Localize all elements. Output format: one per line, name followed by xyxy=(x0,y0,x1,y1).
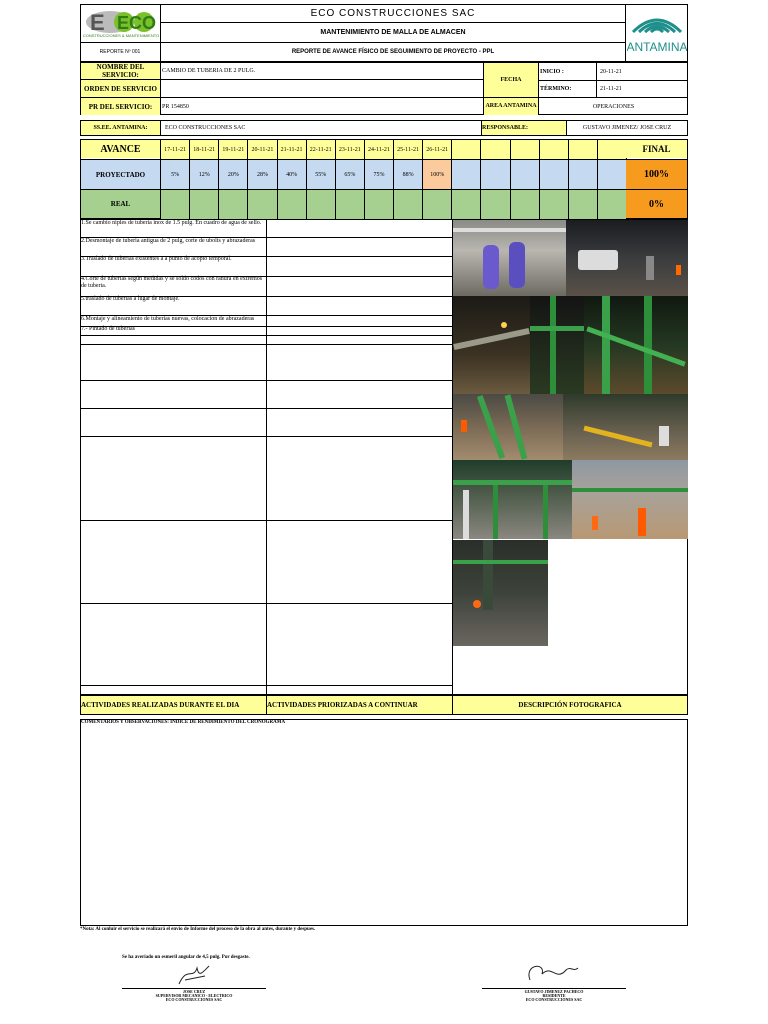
pr-servicio-value: PR 154850 xyxy=(162,103,189,110)
avance-date-cell xyxy=(539,140,568,159)
photo-green-beams xyxy=(584,296,688,394)
proyectado-label: PROYECTADO xyxy=(81,160,160,189)
avance-date-cell: 20-11-21 xyxy=(247,140,276,159)
nombre-servicio-value: CAMBIO DE TUBERIA DE 2 PULG. xyxy=(162,68,256,74)
termino-value: 21-11-21 xyxy=(600,85,622,92)
avance-date-cell: 17-11-21 xyxy=(160,140,189,159)
signature-role-2: RESIDENTE xyxy=(542,993,566,998)
svg-text:ECO: ECO xyxy=(117,13,157,33)
avance-label: AVANCE xyxy=(81,140,160,158)
fecha-label: FECHA xyxy=(484,63,538,97)
footer-note: *Nota: Al conluir el servicio se realizará el envio de Informe del proceso de la obra al antes, durante y despues. xyxy=(80,927,316,932)
termino-label: TÉRMINO: xyxy=(540,85,572,92)
avance-date-cell xyxy=(568,140,597,159)
real-final: 0% xyxy=(626,190,687,218)
proyectado-cell: 20% xyxy=(218,159,247,190)
descripcion-fotografica-label: DESCRIPCIÓN FOTOGRAFICA xyxy=(453,696,687,714)
avance-date-cell xyxy=(597,140,626,159)
real-cell xyxy=(306,190,335,219)
inicio-value: 20-11-21 xyxy=(600,68,622,75)
activity-item: 6.Montaje y alineamiento de tuberias nuevas, colocacion de abrazaderas xyxy=(81,316,255,322)
proyectado-cell xyxy=(451,159,480,190)
avance-date-cell: 25-11-21 xyxy=(393,140,422,159)
real-cell xyxy=(597,190,626,219)
avance-date-cell xyxy=(480,140,509,159)
photo-pipe-rack xyxy=(453,460,572,539)
signature-company-2: ECO CONSTRUCCIONES SAC xyxy=(525,997,583,1002)
proyectado-cell: 55% xyxy=(306,159,335,190)
real-label: REAL xyxy=(81,190,160,218)
photo-workers-pipes xyxy=(453,220,566,296)
antamina-logo xyxy=(627,6,687,60)
proyectado-cell: 5% xyxy=(160,159,189,190)
responsable-label: RESPONSABLE: xyxy=(482,121,566,135)
avance-date-cell: 21-11-21 xyxy=(277,140,306,159)
orden-servicio-label: ORDEN DE SERVICIO xyxy=(81,80,160,97)
proyectado-cell xyxy=(568,159,597,190)
activity-item: 5.traslado de tuberias a lugar de montaje. xyxy=(81,296,180,302)
proyectado-cell xyxy=(480,159,509,190)
real-cell xyxy=(160,190,189,219)
proyectado-cell: 65% xyxy=(335,159,364,190)
signature-role-1: SUPERVISOR MECANICO - ELECTRICO xyxy=(155,993,233,998)
svg-text:E: E xyxy=(90,10,105,35)
proyectado-cell: 75% xyxy=(364,159,393,190)
proyectado-cell: 40% xyxy=(277,159,306,190)
real-cell xyxy=(277,190,306,219)
extra-note: Se ha averiado un esmeril angular de 4,5 pulg. Por desgaste. xyxy=(122,955,250,960)
photo-site-cones xyxy=(572,460,688,539)
real-cell xyxy=(218,190,247,219)
company-title: ECO CONSTRUCCIONES SAC xyxy=(310,7,476,19)
proyectado-final: 100% xyxy=(626,160,687,189)
avance-date-cell: 18-11-21 xyxy=(189,140,218,159)
inicio-label: INICIO : xyxy=(540,68,564,75)
report-number: REPORTE Nº 001 xyxy=(99,49,141,55)
avance-date-cell: 24-11-21 xyxy=(364,140,393,159)
proyectado-cell: 12% xyxy=(189,159,218,190)
real-cell xyxy=(364,190,393,219)
actividades-priorizadas-label: ACTIVIDADES PRIORIZADAS A CONTINUAR xyxy=(267,696,452,714)
real-cell xyxy=(510,190,539,219)
pr-servicio-label: PR DEL SERVICIO: xyxy=(81,98,160,115)
real-cell xyxy=(568,190,597,219)
real-cell xyxy=(480,190,509,219)
avance-date-cell: 19-11-21 xyxy=(218,140,247,159)
real-cell xyxy=(539,190,568,219)
real-cell xyxy=(189,190,218,219)
photo-green-structure xyxy=(530,296,584,394)
proyectado-cell: 88% xyxy=(393,159,422,190)
photo-green-pipes-floor xyxy=(453,394,563,460)
final-label: FINAL xyxy=(626,140,687,158)
comments-label: COMENTARIOS Y OBSERVACIONES: INDICE DE RENDIMIENTO DEL CRONOGRAMA xyxy=(81,720,286,725)
proyectado-cell xyxy=(510,159,539,190)
responsable-value: GUSTAVO JIMENEZ/ JOSE CRUZ xyxy=(582,125,672,131)
real-cell xyxy=(451,190,480,219)
eco-logo-subtitle: CONSTRUCCIONES & MANTENIMIENTO xyxy=(82,33,160,38)
area-value: OPERACIONES xyxy=(592,103,635,110)
signature-gustavo-jimenez xyxy=(522,960,582,988)
activity-item: 2.Desmontaje de tuberia antigua de 2 pulg, corte de ubolts y abrazaderas xyxy=(81,238,256,244)
avance-date-cell xyxy=(510,140,539,159)
real-cell xyxy=(335,190,364,219)
avance-date-cell: 23-11-21 xyxy=(335,140,364,159)
activity-item: 3.Traslado de tuberias existentes a a punto de acopio temporal. xyxy=(81,256,232,262)
photo-workers-yellow-pipes xyxy=(563,394,688,460)
photo-truck-night xyxy=(566,220,688,296)
signature-name-1: JOSE CRUZ xyxy=(182,989,206,994)
report-title: REPORTE DE AVANCE FÍSICO DE SEGUIMIENTO DE PROYECTO - PPL xyxy=(291,49,495,55)
activity-item: 1.Se cambio niples de tuberia inox de 1.5 pulg. En cuadro de agua de sello. xyxy=(81,220,262,226)
signature-name-2: GUSTAVO JIMENEZ PACHECO xyxy=(524,989,584,994)
ssee-label: SS.EE. ANTAMINA: xyxy=(81,121,160,135)
photo-pipe-work-night xyxy=(453,296,530,394)
avance-date-cell: 26-11-21 xyxy=(422,140,451,159)
avance-date-cell xyxy=(451,140,480,159)
real-cell xyxy=(247,190,276,219)
activity-item: 4.Corte de tuberias según medidas y se soldo codos con ranura en extremos de tuberia. xyxy=(81,276,263,289)
svg-text:ANTAMINA: ANTAMINA xyxy=(627,40,687,54)
comments-box xyxy=(80,719,688,926)
proyectado-cell xyxy=(597,159,626,190)
area-label: AREA ANTAMINA xyxy=(484,98,538,115)
avance-date-cell: 22-11-21 xyxy=(306,140,335,159)
real-cell xyxy=(393,190,422,219)
report-subtitle: MANTENIMIENTO DE MALLA DE ALMACEN xyxy=(320,28,466,36)
proyectado-cell xyxy=(539,159,568,190)
proyectado-cell: 100% xyxy=(422,159,451,190)
ssee-value: ECO CONSTRUCCIONES SAC xyxy=(165,125,246,131)
photo-tank-area xyxy=(453,540,548,646)
nombre-servicio-label: NOMBRE DEL SERVICIO: xyxy=(81,63,160,79)
actividades-realizadas-label: ACTIVIDADES REALIZADAS DURANTE EL DIA xyxy=(81,696,266,714)
signature-jose-cruz xyxy=(175,962,215,988)
activity-item: 7.- Pintado de tuberias xyxy=(81,326,135,332)
proyectado-cell: 28% xyxy=(247,159,276,190)
orden-servicio-value xyxy=(162,80,482,97)
real-cell xyxy=(422,190,451,219)
signature-company-1: ECO CONSTRUCCIONES SAC xyxy=(165,997,223,1002)
